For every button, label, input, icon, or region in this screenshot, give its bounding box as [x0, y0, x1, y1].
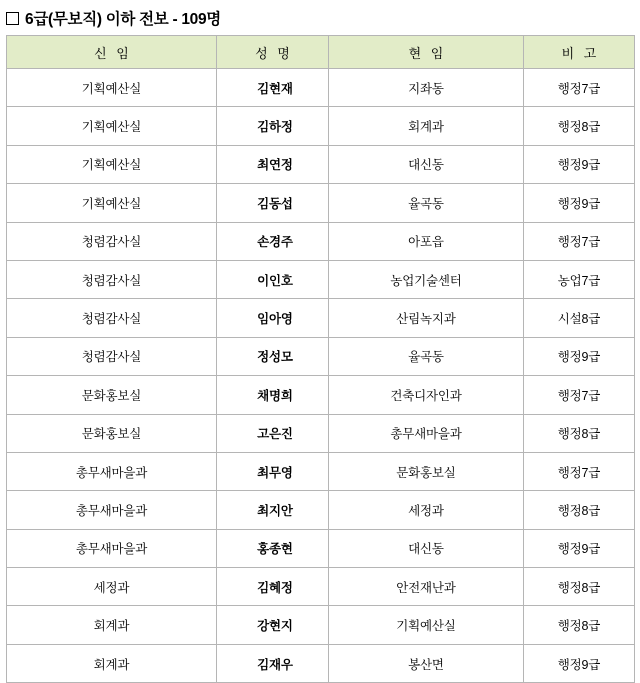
table-row [7, 107, 635, 145]
cell-note: 행정8급 [524, 568, 635, 606]
cell-new-post: 총무새마을과 [7, 491, 217, 529]
cell-new-post: 청렴감사실 [7, 222, 217, 260]
cell-current-post: 문화홍보실 [329, 452, 524, 490]
cell-name: 강현지 [217, 606, 329, 644]
cell-name: 최연정 [217, 145, 329, 183]
cell-name: 최지안 [217, 491, 329, 529]
checkbox-icon [6, 12, 19, 25]
cell-name: 정성모 [217, 337, 329, 375]
cell-current-post: 총무새마을과 [329, 414, 524, 452]
cell-current-post: 안전재난과 [329, 568, 524, 606]
cell-name: 김재우 [217, 644, 329, 682]
cell-new-post: 문화홍보실 [7, 376, 217, 414]
transfer-roster-table [6, 35, 635, 683]
column-header-name: 성 명 [217, 36, 329, 69]
cell-note: 행정9급 [524, 145, 635, 183]
cell-name: 김하정 [217, 107, 329, 145]
cell-note: 행정7급 [524, 222, 635, 260]
page-title [0, 0, 640, 35]
cell-note: 행정8급 [524, 414, 635, 452]
table-row [7, 606, 635, 644]
cell-new-post: 문화홍보실 [7, 414, 217, 452]
column-header-new-post: 신 임 [7, 36, 217, 69]
table-header [7, 36, 635, 69]
cell-note: 행정8급 [524, 107, 635, 145]
cell-note: 행정8급 [524, 606, 635, 644]
cell-current-post: 봉산면 [329, 644, 524, 682]
cell-note: 시설8급 [524, 299, 635, 337]
cell-name: 임아영 [217, 299, 329, 337]
table-row [7, 452, 635, 490]
cell-current-post: 기획예산실 [329, 606, 524, 644]
cell-current-post: 세정과 [329, 491, 524, 529]
cell-name: 고은진 [217, 414, 329, 452]
table-row [7, 414, 635, 452]
cell-note: 행정9급 [524, 184, 635, 222]
table-body [7, 69, 635, 683]
cell-name: 김동섭 [217, 184, 329, 222]
cell-new-post: 기획예산실 [7, 107, 217, 145]
cell-current-post: 건축디자인과 [329, 376, 524, 414]
cell-note: 행정8급 [524, 491, 635, 529]
cell-note: 행정9급 [524, 529, 635, 567]
cell-current-post: 대신동 [329, 529, 524, 567]
cell-current-post: 율곡동 [329, 184, 524, 222]
column-header-note: 비 고 [524, 36, 635, 69]
cell-name: 이인호 [217, 260, 329, 298]
cell-name: 손경주 [217, 222, 329, 260]
cell-name: 홍종현 [217, 529, 329, 567]
cell-new-post: 기획예산실 [7, 145, 217, 183]
cell-current-post: 율곡동 [329, 337, 524, 375]
column-header-current-post: 현 임 [329, 36, 524, 69]
table-row [7, 222, 635, 260]
page-title-text: 6급(무보직) 이하 전보 - 109명 [25, 11, 221, 28]
table-row [7, 568, 635, 606]
cell-current-post: 대신동 [329, 145, 524, 183]
cell-current-post: 지좌동 [329, 69, 524, 107]
cell-current-post: 농업기술센터 [329, 260, 524, 298]
cell-current-post: 아포읍 [329, 222, 524, 260]
cell-new-post: 기획예산실 [7, 184, 217, 222]
cell-current-post: 회계과 [329, 107, 524, 145]
cell-new-post: 청렴감사실 [7, 260, 217, 298]
table-row [7, 529, 635, 567]
cell-note: 행정7급 [524, 452, 635, 490]
cell-new-post: 청렴감사실 [7, 299, 217, 337]
cell-name: 최무영 [217, 452, 329, 490]
table-row [7, 644, 635, 682]
cell-name: 김혜정 [217, 568, 329, 606]
table-row [7, 376, 635, 414]
cell-name: 채명희 [217, 376, 329, 414]
cell-current-post: 산림녹지과 [329, 299, 524, 337]
table-row [7, 299, 635, 337]
cell-new-post: 회계과 [7, 606, 217, 644]
cell-new-post: 총무새마을과 [7, 452, 217, 490]
table-row [7, 260, 635, 298]
cell-new-post: 청렴감사실 [7, 337, 217, 375]
table-row [7, 184, 635, 222]
cell-new-post: 회계과 [7, 644, 217, 682]
cell-note: 행정9급 [524, 337, 635, 375]
cell-new-post: 총무새마을과 [7, 529, 217, 567]
table-row [7, 69, 635, 107]
cell-note: 농업7급 [524, 260, 635, 298]
table-row [7, 337, 635, 375]
cell-note: 행정9급 [524, 644, 635, 682]
table-row [7, 145, 635, 183]
cell-note: 행정7급 [524, 69, 635, 107]
cell-new-post: 세정과 [7, 568, 217, 606]
table-header-row [7, 36, 635, 69]
table-row [7, 491, 635, 529]
cell-new-post: 기획예산실 [7, 69, 217, 107]
cell-name: 김현재 [217, 69, 329, 107]
cell-note: 행정7급 [524, 376, 635, 414]
